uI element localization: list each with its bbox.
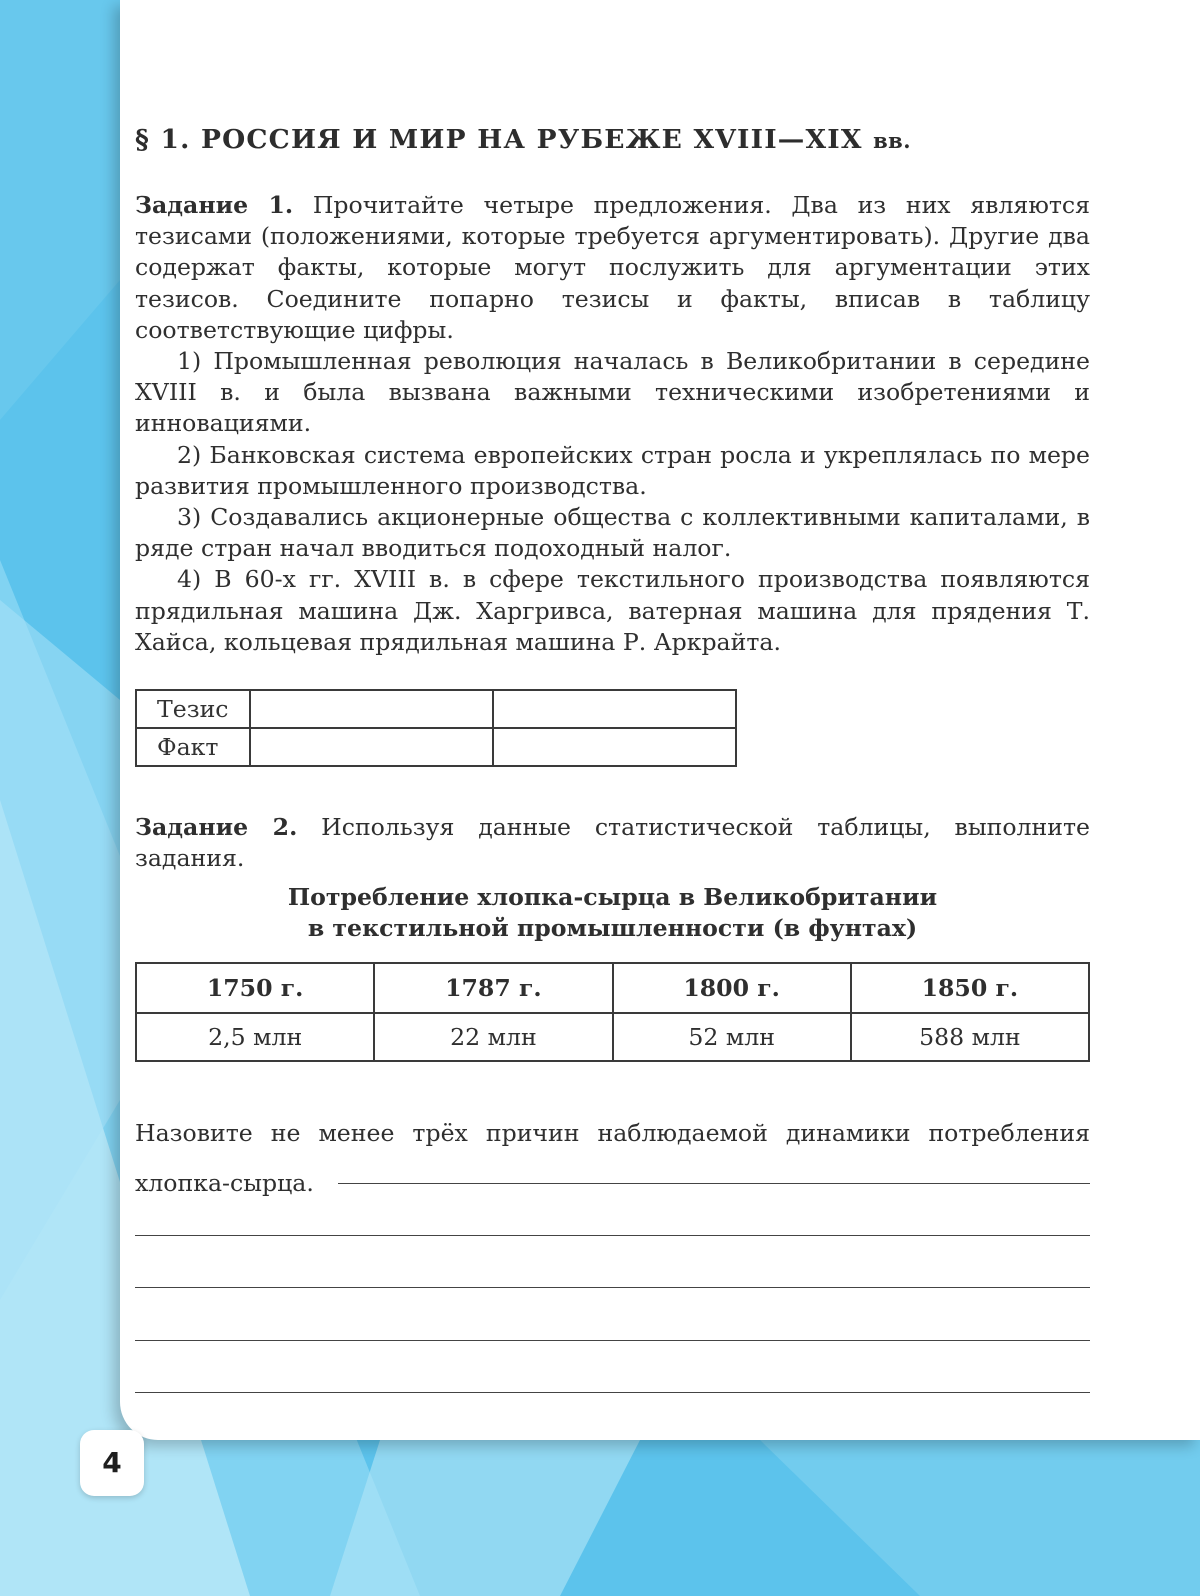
value-cell: 2,5 млн — [136, 1013, 374, 1061]
table-header-row — [136, 963, 1089, 1013]
year-cell: 1850 г. — [851, 963, 1089, 1013]
year-cell: 1787 г. — [374, 963, 612, 1013]
table-caption — [235, 882, 990, 944]
section-title — [135, 124, 911, 155]
thesis-fact-table — [135, 689, 737, 767]
value-cell: 22 млн — [374, 1013, 612, 1061]
table-values-row — [136, 1013, 1089, 1061]
value-cell: 588 млн — [851, 1013, 1089, 1061]
task2-intro-text: Используя данные статистической таблицы, выполните задания. — [135, 813, 1090, 873]
task1-item-3: 3) Создавались акционерные общества с коллективными капиталами, в ряде стран начал вводиться подоходный налог. — [135, 503, 1090, 563]
task1-label: Задание 1. — [135, 191, 294, 219]
task2-intro — [135, 812, 1090, 874]
task2-question-text: Назовите не менее трёх причин наблюдаемой динамики потребления хлопка-сырца. — [135, 1119, 1090, 1197]
value-cell: 52 млн — [613, 1013, 851, 1061]
fact-row — [136, 728, 736, 766]
task1-item-4: 4) В 60-х гг. XVIII в. в сфере текстильного производства появляются прядильная машина Дж. Харгривса, ватерная машина для прядения Т. Хайса, кольцевая прядильная машина Р. Аркрайта. — [135, 565, 1090, 656]
answer-line[interactable] — [338, 1183, 1090, 1184]
task1-item-1: 1) Промышленная революция началась в Великобритании в середине XVIII в. и была вызвана важными техническими изобретениями и инновациями. — [135, 347, 1090, 438]
task1-intro — [135, 190, 1090, 346]
page-number: 4 — [80, 1430, 144, 1496]
task2-question — [135, 1108, 1090, 1208]
answer-line[interactable] — [135, 1392, 1090, 1393]
fact-answer-cell-2[interactable] — [493, 728, 736, 766]
fact-label: Факт — [136, 728, 250, 766]
year-cell: 1750 г. — [136, 963, 374, 1013]
thesis-answer-cell-1[interactable] — [250, 690, 493, 728]
answer-line[interactable] — [135, 1340, 1090, 1341]
thesis-row — [136, 690, 736, 728]
task2-label: Задание 2. — [135, 813, 298, 841]
answer-line[interactable] — [135, 1235, 1090, 1236]
task1-intro-text: Прочитайте четыре предложения. Два из них являются тезисами (положениями, которые требуется аргументировать). Другие два содержат факты, которые могут послужить для аргументации этих тезисов. Соедините попарно тезисы и факты, вписав в таблицу соответствующие цифры. — [135, 191, 1091, 344]
table-caption-line-1: Потребление хлопка-сырца в Великобритании — [287, 883, 938, 911]
cotton-consumption-table — [135, 962, 1090, 1062]
fact-answer-cell-1[interactable] — [250, 728, 493, 766]
section-title-main: § 1. РОССИЯ И МИР НА РУБЕЖЕ XVIII—XIX — [135, 124, 863, 155]
table-caption-line-2: в текстильной промышленности (в фунтах) — [307, 914, 918, 943]
thesis-label: Тезис — [136, 690, 250, 728]
answer-line[interactable] — [135, 1287, 1090, 1288]
task2-block — [135, 812, 1090, 874]
task1-item-2: 2) Банковская система европейских стран росла и укреплялась по мере развития промышленного производства. — [135, 440, 1090, 500]
thesis-answer-cell-2[interactable] — [493, 690, 736, 728]
year-cell: 1800 г. — [613, 963, 851, 1013]
workbook-page — [120, 0, 1200, 1440]
section-title-suffix: вв. — [873, 128, 912, 153]
task1-block — [135, 190, 1090, 658]
